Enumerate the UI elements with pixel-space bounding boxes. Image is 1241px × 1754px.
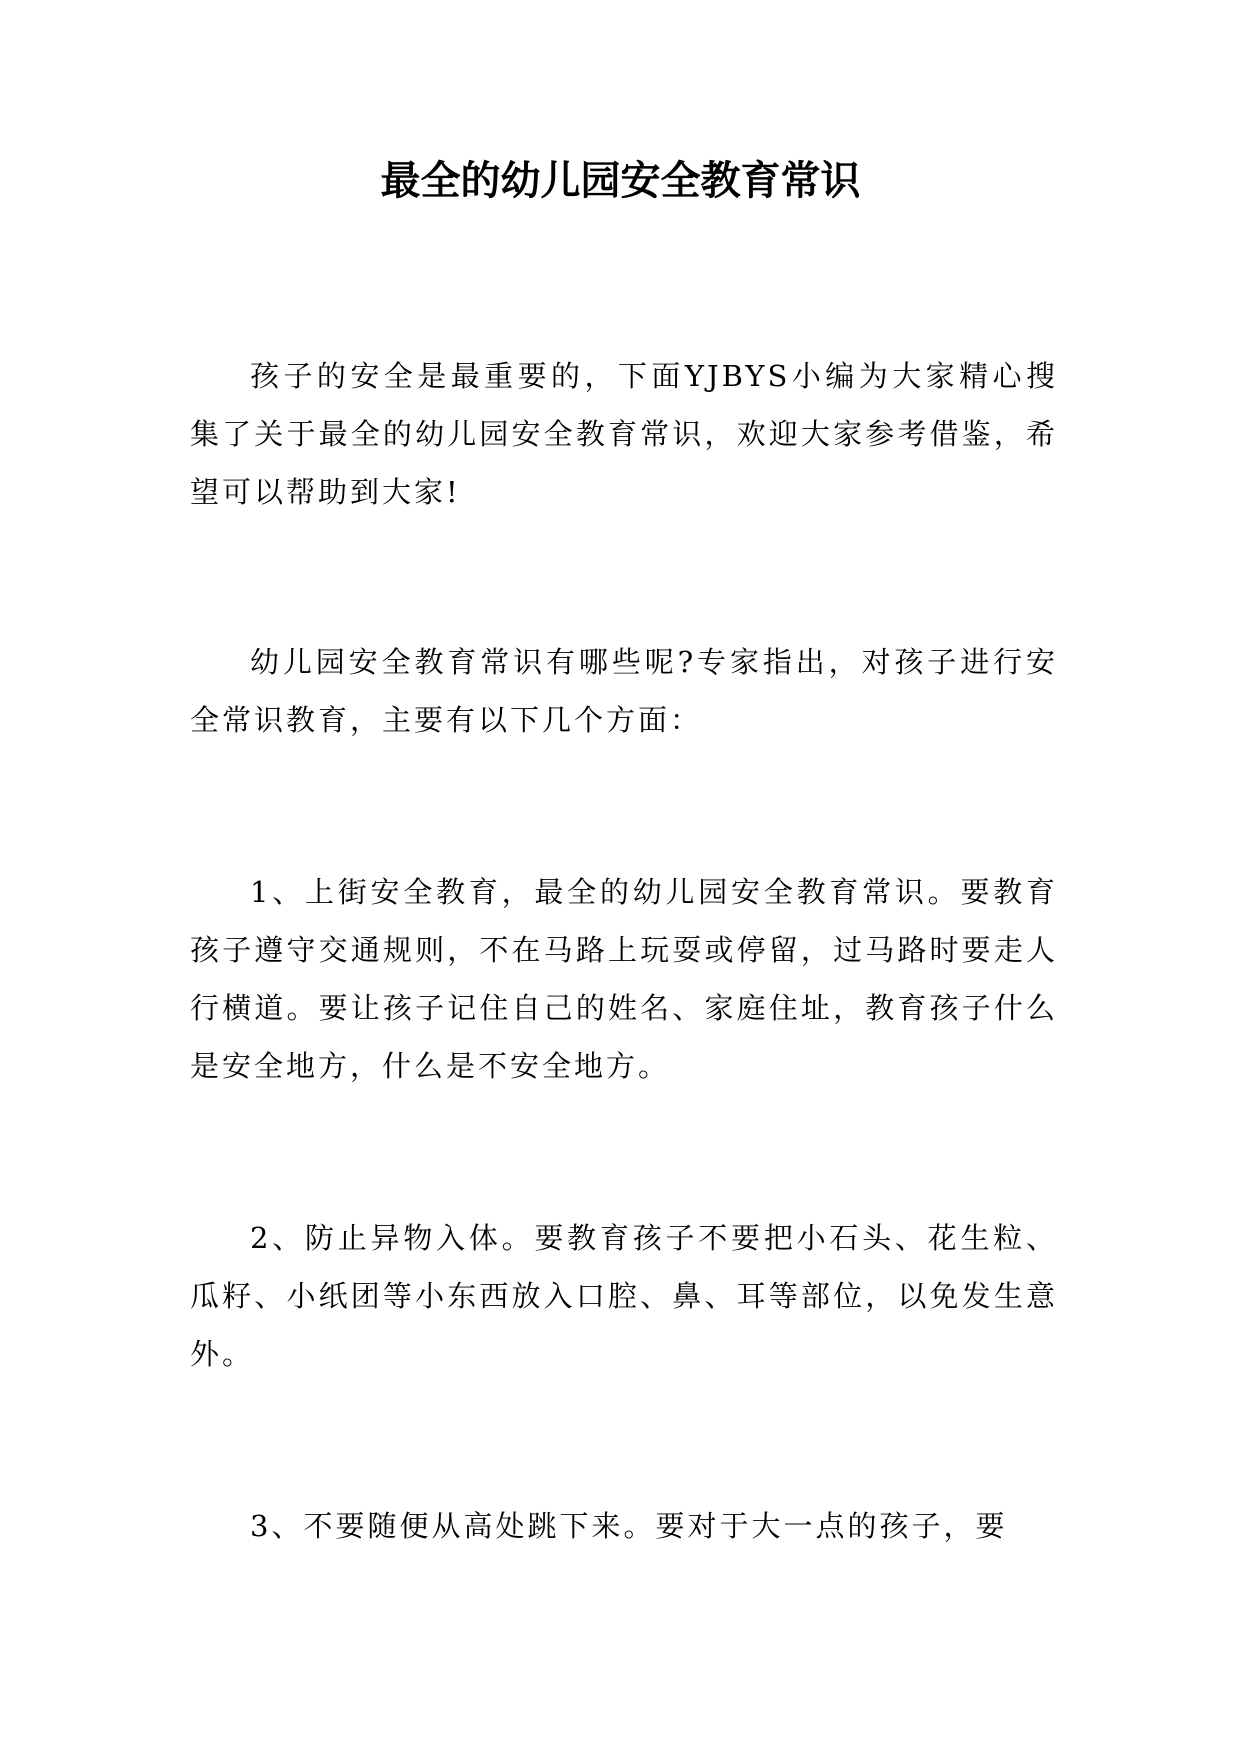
paragraph-item-2: 2、防止异物入体。要教育孩子不要把小石头、花生粒、瓜籽、小纸团等小东西放入口腔、鼻、耳等部位，以免发生意外。 — [190, 1221, 1058, 1371]
paragraph-item-3: 3、不要随便从高处跳下来。要对于大一点的孩子，要 — [250, 1509, 1008, 1543]
paragraph-intro: 孩子的安全是最重要的，下面YJBYS小编为大家精心搜集了关于最全的幼儿园安全教育常识，欢迎大家参考借鉴，希望可以帮助到大家! — [190, 359, 1058, 509]
paragraph-overview: 幼儿园安全教育常识有哪些呢?专家指出，对孩子进行安全常识教育，主要有以下几个方面： — [190, 645, 1058, 737]
paragraph-item-1: 1、上街安全教育，最全的幼儿园安全教育常识。要教育孩子遵守交通规则，不在马路上玩耍或停留，过马路时要走人行横道。要让孩子记住自己的姓名、家庭住址，教育孩子什么是安全地方，什么是不安全地方。 — [190, 875, 1058, 1083]
document-title: 最全的幼儿园安全教育常识 — [380, 158, 861, 204]
